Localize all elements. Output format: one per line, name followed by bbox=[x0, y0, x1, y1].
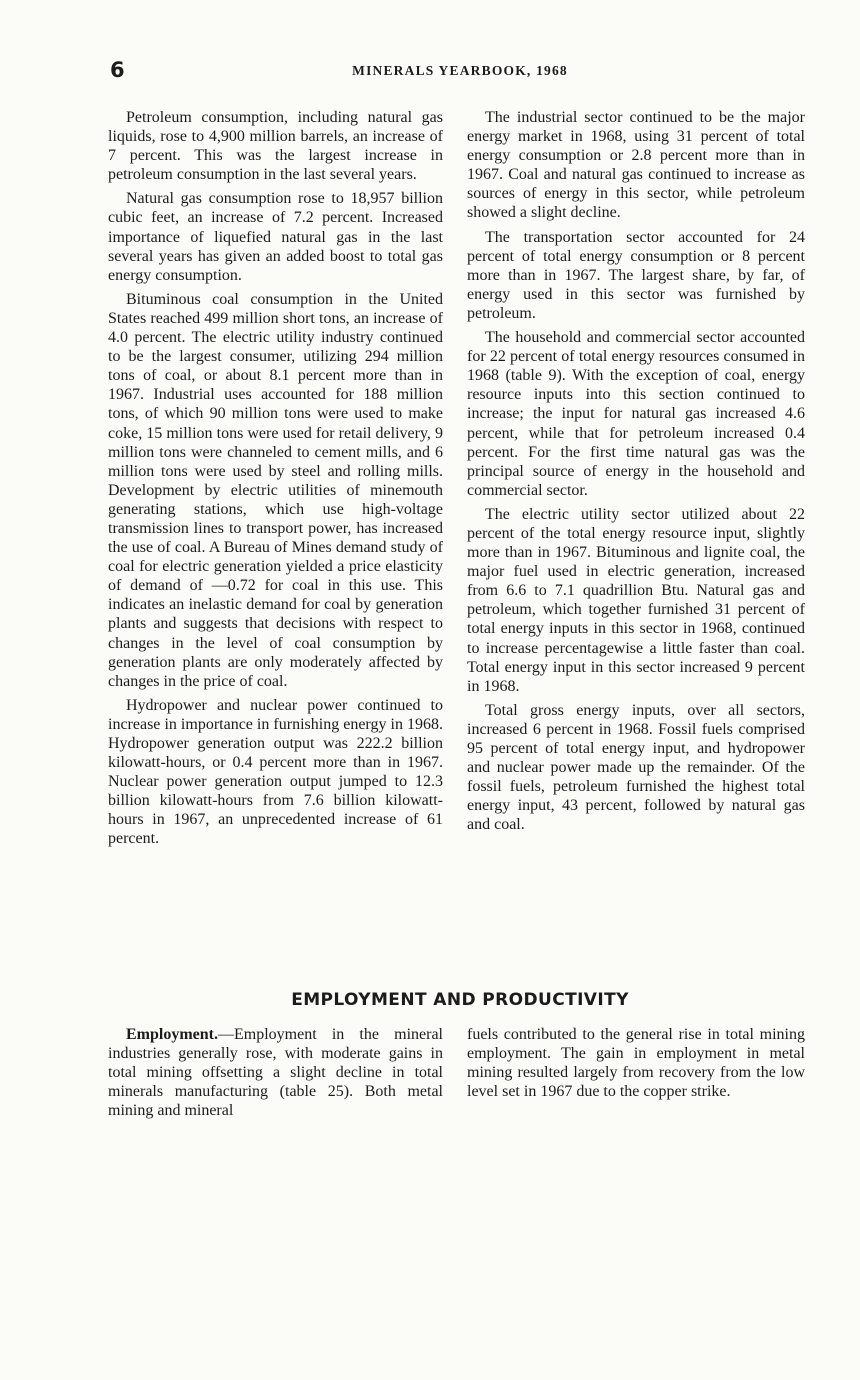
right-column bbox=[467, 108, 805, 839]
left-column bbox=[108, 108, 443, 854]
paragraph-employment bbox=[108, 1025, 443, 1120]
employment-text: —Employment in the mineral industries generally rose, with moderate gains in total mining offsetting a slight decline in total minerals manufacturing (table 25). Both metal mining and mineral bbox=[108, 1026, 443, 1120]
running-head: MINERALS YEARBOOK, 1968 bbox=[352, 63, 568, 78]
paragraph-industrial-sector: The industrial sector continued to be the major energy market in 1968, using 31 percent of total energy consumption or 2.8 percent more than in 1967. Coal and natural gas continued to increase as sources of energy in this sector, while petroleum showed a slight decline. bbox=[467, 109, 805, 222]
paragraph-natural-gas: Natural gas consumption rose to 18,957 billion cubic feet, an increase of 7.2 percent. Increased importance of liquefied natural gas in the last several years has given an added boost to total gas energy consumption. bbox=[108, 190, 443, 284]
section-heading: EMPLOYMENT AND PRODUCTIVITY bbox=[291, 990, 629, 1010]
paragraph-hydropower-nuclear: Hydropower and nuclear power continued to increase in importance in furnishing energy in 1968. Hydropower generation output was 222.2 billion kilowatt-hours, or 0.4 percent more than in 1967. Nuclear power generation output jumped to 12.3 billion kilowatt-hours from 7.6 billion kilowatt-hours in 1967, an unprecedented increase of 61 percent. bbox=[108, 696, 443, 848]
paragraph-petroleum: Petroleum consumption, including natural gas liquids, rose to 4,900 million barrels, an increase of 7 percent. This was the largest increase in petroleum consumption in the last several years. bbox=[108, 109, 443, 184]
paragraph-total-energy-inputs: Total gross energy inputs, over all sectors, increased 6 percent in 1968. Fossil fuels comprised 95 percent of total energy input, and hydropower and nuclear power made up the remainder. Of the fossil fuels, petroleum furnished the highest total energy input, 43 percent, followed by natural gas and coal. bbox=[467, 701, 805, 834]
page-header bbox=[110, 58, 810, 82]
employment-right-column bbox=[467, 1025, 805, 1106]
paragraph-employment-continued: fuels contributed to the general rise in total mining employment. The gain in employment in metal mining resulted largely from recovery from the low level set in 1967 due to the copper strike. bbox=[467, 1026, 805, 1101]
run-in-heading: Employment. bbox=[126, 1026, 218, 1043]
page-number: 6 bbox=[110, 58, 125, 82]
paragraph-electric-utility-sector: The electric utility sector utilized about 22 percent of the total energy resource input, slightly more than in 1967. Bituminous and lignite coal, the major fuel used in electric generation, increased from 6.6 to 7.1 quadrillion Btu. Natural gas and petroleum, which together furnished 31 percent of total energy inputs in this sector in 1968, continued to increase percentagewise a little faster than coal. Total energy input in this sector increased 9 percent in 1968. bbox=[467, 505, 805, 695]
paragraph-bituminous-coal: Bituminous coal consumption in the United States reached 499 million short tons, an increase of 4.0 percent. The electric utility industry continued to be the largest consumer, utilizing 294 million tons of coal, or about 8.1 percent more than in 1967. Industrial uses accounted for 188 million tons, of which 90 million tons were used to make coke, 15 million tons were used for retail delivery, 9 million tons were channeled to cement mills, and 6 million tons were used by steel and rolling mills. Development by electric utilities of minemouth generating stations, which use high-voltage transmission lines to transport power, has increased the use of coal. A Bureau of Mines demand study of coal for electric generation yielded a price elasticity of demand of —0.72 for coal in this use. This indicates an inelastic demand for coal by generation plants and suggests that decisions with respect to changes in the level of coal consumption by generation plants are only moderately affected by changes in the price of coal. bbox=[108, 290, 443, 690]
employment-left-column bbox=[108, 1025, 443, 1125]
paragraph-transportation-sector: The transportation sector accounted for 24 percent of total energy consumption or 8 percent more than in 1967. The largest share, by far, of energy used in this sector was furnished by petroleum. bbox=[467, 228, 805, 322]
paragraph-household-commercial-sector: The household and commercial sector accounted for 22 percent of total energy resources consumed in 1968 (table 9). With the exception of coal, energy resource inputs into this section continued to increase; the input for natural gas increased 4.6 percent, while that for petroleum increased 0.4 percent. For the first time natural gas was the principal source of energy in the household and commercial sector. bbox=[467, 329, 805, 499]
